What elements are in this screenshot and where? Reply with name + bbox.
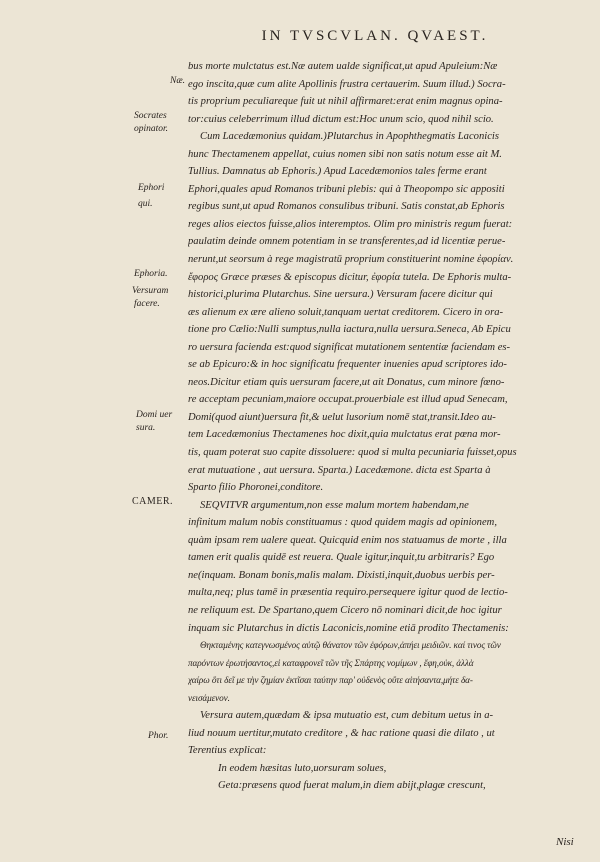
text-line: tione pro Cælio:Nulli sumptus,nulla iactura,nulla uersura.Seneca, Ab Epicu (188, 324, 511, 336)
margin-note-sura: sura. (136, 423, 156, 433)
text-line: multa,neq; plus tamē in præsentia requiro.persequere igitur quod de lectio- (188, 587, 508, 599)
text-line: ne reliquum est. De Spartano,quem Cicero nō nominari dicit,de hoc igitur (188, 604, 502, 616)
greek-line: χαίρω ὅτι δεῖ με τὴν ζημίαν ἐκτῖσαι ταύτην παρ' οὐδενὸς οὔτε αἰτήσαντα,μήτε δα- (188, 675, 473, 686)
text-line: erat mutuatione , aut uersura. Sparta.) Lacedæmone. dicta est Sparta à (188, 464, 491, 476)
text-line: tor:cuius celeberrimum illud dictum est:Hoc unum scio, quod nihil scio. (188, 113, 494, 125)
text-line-sequitur: SEQVITVR argumentum,non esse malum mortem habendam,ne (200, 499, 469, 511)
text-line: se ab Epicuro:& in hoc significatu frequenter inuenies apud scriptores ido- (188, 359, 507, 371)
text-line: Cum Lacedæmonius quidam.)Plutarchus in Apophthegmatis Laconicis (200, 131, 499, 143)
text-line: re acceptam pecuniam,maiore occupat.prouerbiale est illud apud Senecam, (188, 394, 508, 406)
margin-note-ephori-qui: qui. (138, 199, 153, 209)
margin-note-domi: Domi uer (136, 410, 173, 420)
text-line: hunc Thectamenem appellat, cuius nomen sibi non satis notum esse ait M. (188, 148, 502, 160)
margin-note-socrates: Socrates (134, 111, 167, 121)
verse-line: Geta:præsens quod fuerat malum,in diem abijt,plagæ crescunt, (218, 780, 486, 792)
text-line: æs alienum ex ære alieno soluit,tanquam uertat creditorem. Cicero in ora- (188, 306, 504, 318)
margin-note-ne: Næ. (170, 76, 186, 86)
margin-note-camer: CAMER. (132, 496, 174, 507)
running-header: IN TVSCVLAN. QVAEST. (261, 28, 489, 44)
text-line: reges alios eiectos fuisse,alios interemptos. Olim pro ministris regum fuerat: (188, 218, 513, 230)
text-line: Tullius. Damnatus ab Ephoris.) Apud Lacedæmonios tales ferme erant (188, 166, 487, 178)
text-line: tis proprium peculiareque fuit ut nihil affirmaret:erat enim magnus opina- (188, 96, 503, 108)
margin-note-ephoria: Ephoria. (134, 269, 168, 279)
catchword: Nisi (556, 836, 574, 848)
text-line: Sparto filio Phoronei,conditore. (188, 482, 324, 494)
text-line: inquam sic Plutarchus in dictis Laconicis,nomine etiā prodito Thectamenis: (188, 622, 509, 634)
greek-line: νεισάμενον. (188, 692, 230, 703)
text-line: tem Lacedæmonius Thectamenes hoc dixit,quia mulctatus erat pœna mor- (188, 429, 501, 441)
text-line: paulatim deinde omnem potentiam in se transferentes,ad id licentiæ perue- (188, 236, 506, 248)
margin-note-phor: Phor. (148, 731, 169, 741)
margin-note-ephori: Ephori (138, 183, 165, 193)
greek-line: παρόντων ἐρωτήσαντος,εἰ καταφρονεῖ τῶν τῆς Σπάρτης νομίμων , ἔφη,οὐκ, ἀλλὰ (188, 657, 474, 668)
text-line: Versura autem,quædam & ipsa mutuatio est, cum debitum uetus in a- (200, 710, 494, 722)
text-line: tis, quam poterat suo capite dissoluere: quod si multa pecuniaria fuisset,opus (188, 447, 517, 459)
text-line: tamen erit qualis quidē est reuera. Quale igitur,inquit,tu arbitraris? Ego (188, 552, 495, 564)
verse-line: In eodem hæsitas luto,uorsuram solues, (218, 762, 387, 774)
text-line: Domi(quod aiunt)uersura fit,& uelut lusorium nomē stat,transit.Ideo au- (188, 411, 496, 423)
margin-note-facere: facere. (134, 299, 160, 309)
text-line: ego inscita,quæ cum alite Apollinis frustra certauerim. Suum illud.) Socra- (188, 78, 506, 90)
text-line: Ephori,quales apud Romanos tribuni plebis: qui à Theopompo sic appositi (188, 183, 505, 195)
margin-note-opinator: opinator. (134, 124, 169, 134)
text-line: liud nouum uertitur,mutato creditore , & hac ratione quasi die dilato , ut (188, 727, 495, 739)
main-text (188, 58, 588, 795)
text-line: ἔφορος Græce præses & episcopus dicitur, ἐφορία tutela. De Ephoris multa- (188, 271, 512, 283)
margin-note-versuram: Versuram (132, 286, 169, 296)
text-line: nerunt,ut seorsum à rege magistratū proprium constituerint nomine ἐφορίαν. (188, 254, 514, 266)
text-line: quàm ipsam rem ualere queat. Quicquid enim nos statuamus de morte , illa (188, 534, 507, 546)
text-line: Terentius explicat: (188, 745, 267, 757)
text-line: bus morte mulctatus est.Næ autem ualde significat,ut apud Apuleium:Næ (188, 61, 498, 72)
text-line: historici,plurima Plutarchus. Sine uersura.) Versuram facere dicitur qui (188, 289, 493, 301)
text-line: infinitum malum nobis constituamus : quod quidem magis ad opinionem, (188, 517, 497, 529)
text-line: neos.Dicitur etiam quis uersuram facere,ut ait Donatus, cum minore fœno- (188, 376, 505, 388)
text-line: regibus sunt,ut apud Romanos consulibus tribuni. Satis constat,ab Ephoris (188, 201, 505, 213)
greek-line: Θηκταμένης κατεγνωσμένος αὐτῷ θάνατον τῶν ἐφόρων,ἀπήει μειδιῶν. καί τινος τῶν (200, 640, 501, 651)
text-line: ro uersura facienda est:quod significat mutationem sententiæ faciendam es- (188, 341, 511, 353)
text-line: ne(inquam. Bonam bonis,malis malam. Dixisti,inquit,duobus uerbis per- (188, 569, 495, 581)
